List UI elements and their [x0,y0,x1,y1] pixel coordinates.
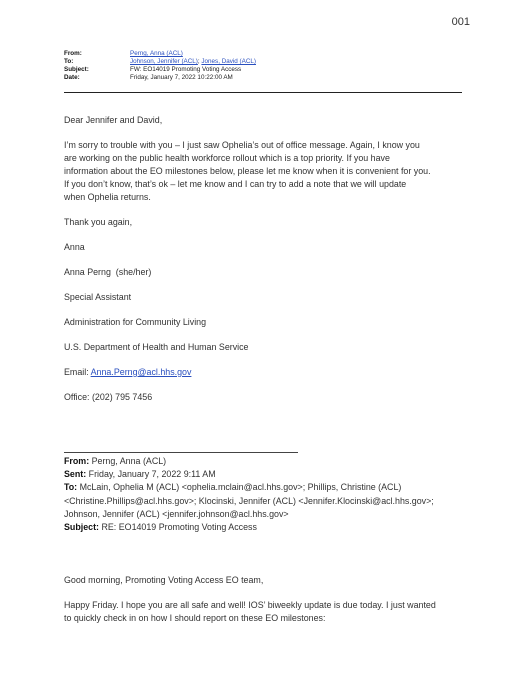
forwarded-body [64,574,474,625]
header-from-value[interactable]: Perng, Anna (ACL) [130,50,183,57]
email-header [64,50,464,82]
header-to-recipient-1[interactable]: Johnson, Jennifer (ACL) [130,58,198,65]
message-body [64,114,464,404]
header-divider [64,92,462,93]
signature-email-row [64,366,464,379]
forwarded-from-label: From: [64,456,90,466]
forwarded-from-row [64,455,474,468]
header-from-row [64,50,464,58]
header-date-value: Friday, January 7, 2022 10:22:00 AM [130,74,233,81]
header-date-label: Date: [64,74,80,81]
forward-separator [64,452,298,453]
message-line: information about the EO milestones below, please let me know when it is convenient for you. [64,166,431,176]
header-subject-label: Subject: [64,66,89,73]
header-to-recipient-2[interactable]: Jones, David (ACL) [201,58,256,65]
message-thanks: Thank you again, [64,217,133,227]
forwarded-subject-row [64,521,474,534]
message-line: If you don’t know, that’s ok – let me know and I can try to add a note that we will update [64,179,407,189]
signature-org: Administration for Community Living [64,317,207,327]
signature-office: Office: (202) 795 7456 [64,392,153,402]
signature-name: Anna Perng (she/her) [64,267,152,277]
forwarded-subject-value: RE: EO14019 Promoting Voting Access [99,522,257,533]
signature-email-link[interactable]: Anna.Perng@acl.hhs.gov [90,367,192,377]
message-paragraph [64,139,464,204]
forwarded-greeting: Good morning, Promoting Voting Access EO team, [64,575,264,585]
header-date-row [64,74,464,82]
header-to-row [64,58,464,66]
forwarded-sent-value: Friday, January 7, 2022 9:11 AM [86,469,216,480]
forwarded-line-1: Happy Friday. I hope you are all safe and well! IOS’ biweekly update is due today. I just wanted [64,600,436,610]
forwarded-header [64,455,474,534]
header-to-separator: ; [197,58,202,65]
forwarded-line-2: to quickly check in on how I should report on these EO milestones: [64,613,326,623]
forwarded-sent-row [64,468,474,481]
message-line: are working on the public health workforce rollout which is a top priority. If you have [64,153,390,163]
header-subject-value: FW: EO14019 Promoting Voting Access [130,66,242,73]
signature-dept: U.S. Department of Health and Human Service [64,342,249,352]
signature-email-label: Email: [64,367,91,377]
forwarded-to-line-1: McLain, Ophelia M (ACL) <ophelia.mclain@acl.hhs.gov>; Phillips, Christine (ACL) [77,482,402,493]
signature-title: Special Assistant [64,292,132,302]
message-signoff: Anna [64,242,85,252]
page-number: 001 [451,16,470,28]
forwarded-to-row [64,481,474,494]
forwarded-from-value: Perng, Anna (ACL) [89,456,167,466]
forwarded-subject-label: Subject: [64,522,100,533]
header-to-label: To: [64,58,74,65]
forwarded-to-line-2: <Christine.Phillips@acl.hhs.gov>; Klocinski, Jennifer (ACL) <Jennifer.Klocinski@acl.hhs.gov>; [64,495,434,506]
forwarded-to-line-3: Johnson, Jennifer (ACL) <jennifer.johnson@acl.hhs.gov> [64,508,289,519]
message-line: when Ophelia returns. [64,192,151,202]
forwarded-sent-label: Sent: [64,469,87,480]
message-line: I’m sorry to trouble with you – I just saw Ophelia’s out of office message. Again, I know you [64,140,420,150]
forwarded-to-label: To: [64,482,78,493]
header-subject-row [64,66,464,74]
message-greeting: Dear Jennifer and David, [64,115,163,125]
header-from-label: From: [64,50,82,57]
